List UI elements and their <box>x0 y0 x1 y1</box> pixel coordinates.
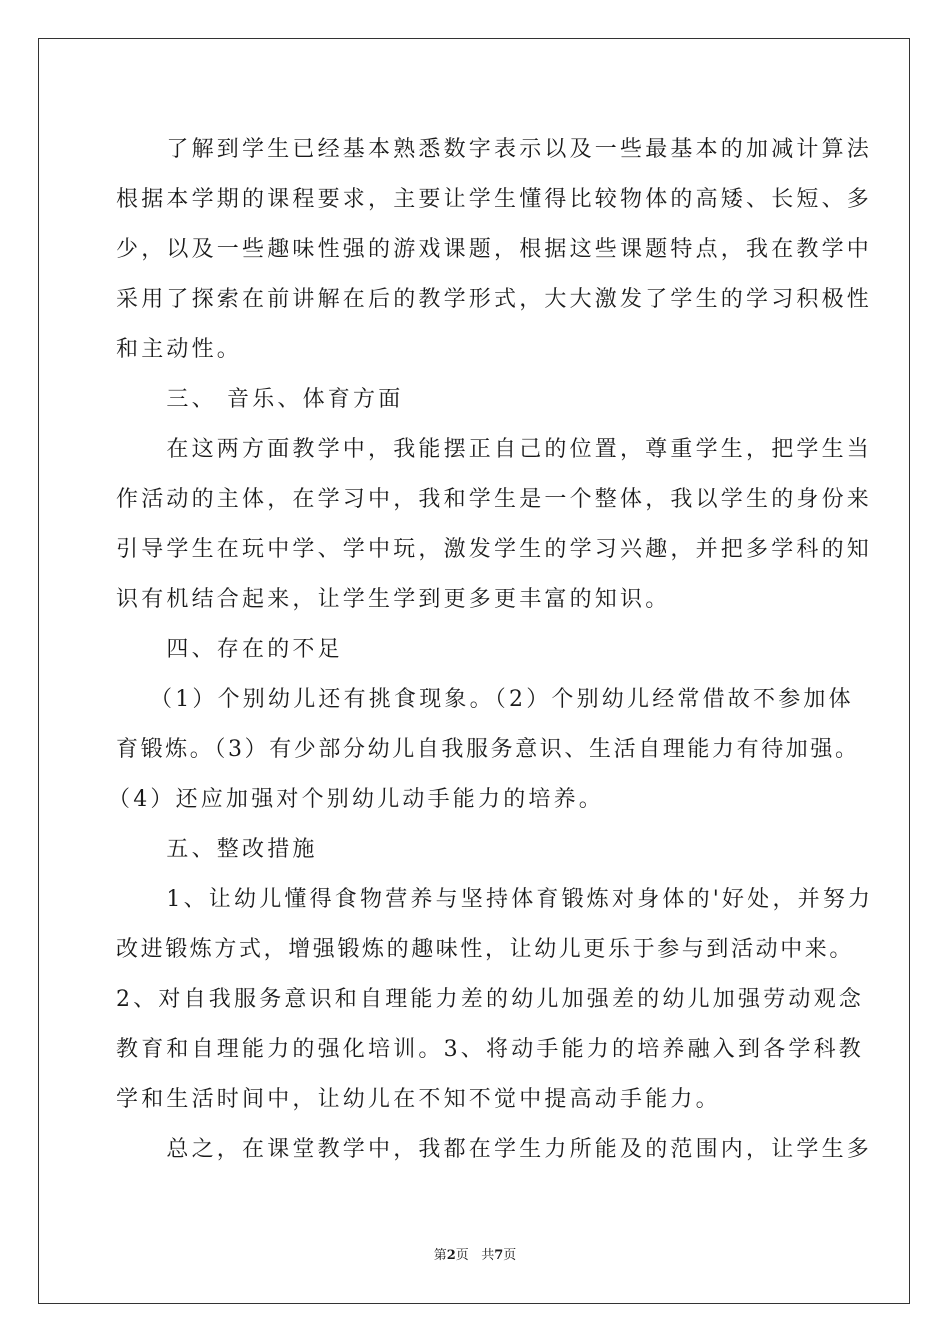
text-line: 育锻炼。（3）有少部分幼儿自我服务意识、生活自理能力有待加强。 <box>116 737 860 762</box>
text-line: 总之，在课堂教学中，我都在学生力所能及的范围内，让学生多 <box>116 1137 873 1162</box>
page-label: 第 <box>433 1248 447 1263</box>
section-heading: 三、 音乐、体育方面 <box>116 387 404 412</box>
text-line: 改进锻炼方式，增强锻炼的趣味性，让幼儿更乐于参与到活动中来。 <box>116 937 855 962</box>
text-line: 作活动的主体，在学习中，我和学生是一个整体，我以学生的身份来 <box>116 487 873 512</box>
text-line: 根据本学期的课程要求，主要让学生懂得比较物体的高矮、长短、多 <box>116 187 873 212</box>
page-total-number: 7 <box>494 1248 504 1263</box>
text-line: 了解到学生已经基本熟悉数字表示以及一些最基本的加减计算法 <box>116 137 873 162</box>
text-line: 2、对自我服务意识和自理能力差的幼儿加强差的幼儿加强劳动观念 <box>116 987 864 1012</box>
section-heading: 五、整改措施 <box>116 837 318 862</box>
text-line: 识有机结合起来，让学生学到更多更丰富的知识。 <box>116 587 671 612</box>
text-line: （1）个别幼儿还有挑食现象。（2）个别幼儿经常借故不参加体 <box>150 687 854 712</box>
text-line: 在这两方面教学中，我能摆正自己的位置，尊重学生，把学生当 <box>116 437 873 462</box>
text-line: 采用了探索在前讲解在后的教学形式，大大激发了学生的学习积极性 <box>116 287 873 312</box>
page-label: 页 <box>455 1248 469 1263</box>
text-line: 学和生活时间中，让幼儿在不知不觉中提高动手能力。 <box>116 1087 721 1112</box>
text-line: 和主动性。 <box>116 337 243 362</box>
total-label: 页 <box>503 1248 517 1263</box>
text-line: 教育和自理能力的强化培训。3、将动手能力的培养融入到各学科教 <box>116 1037 864 1062</box>
text-line: （4）还应加强对个别幼儿动手能力的培养。 <box>108 787 604 812</box>
text-line: 1、让幼儿懂得食物营养与坚持体育锻炼对身体的'好处，并努力 <box>116 887 874 912</box>
text-line: 引导学生在玩中学、学中玩，激发学生的学习兴趣，并把多学科的知 <box>116 537 873 562</box>
page-current-number: 2 <box>446 1248 456 1263</box>
section-heading: 四、存在的不足 <box>116 637 343 662</box>
text-line: 少，以及一些趣味性强的游戏课题，根据这些课题特点，我在教学中 <box>116 237 873 262</box>
page-footer <box>0 1247 950 1265</box>
total-label: 共 <box>481 1248 495 1263</box>
